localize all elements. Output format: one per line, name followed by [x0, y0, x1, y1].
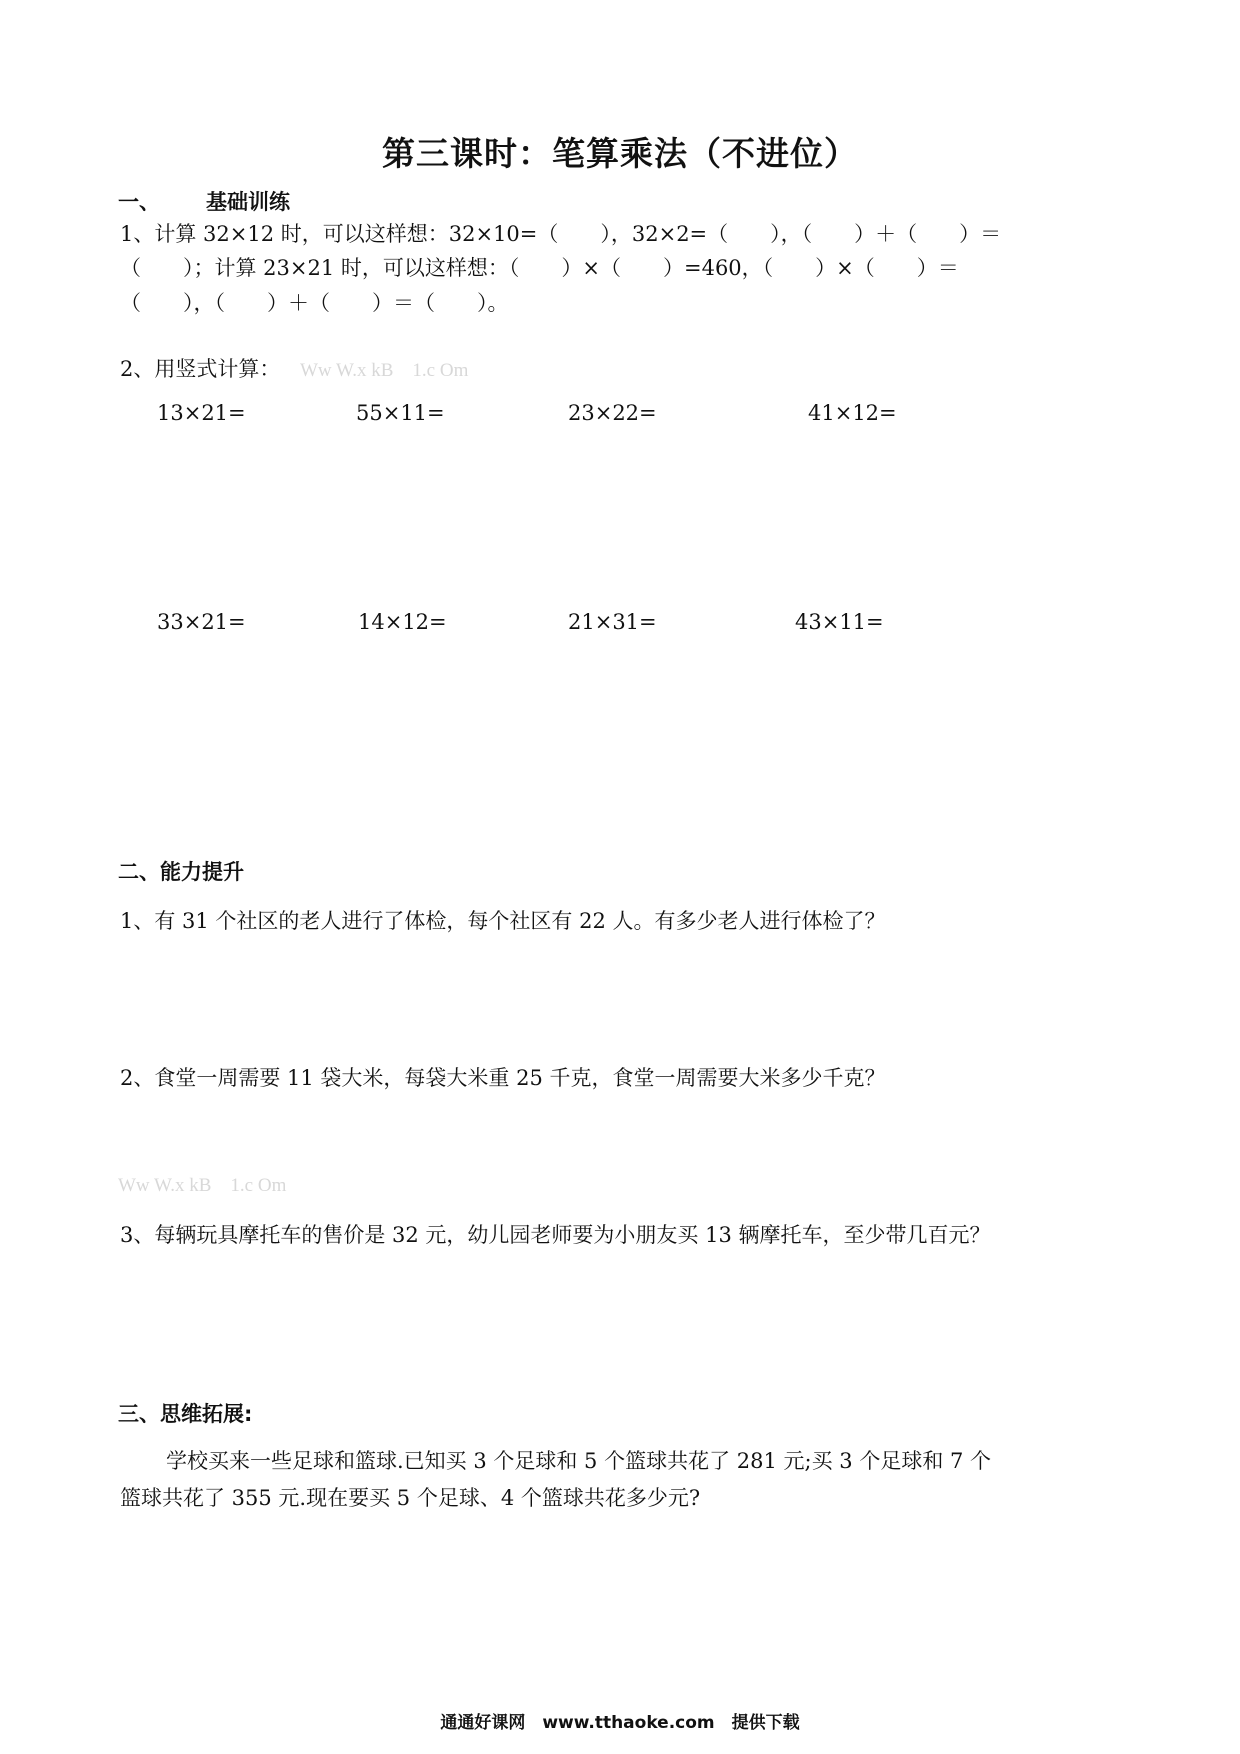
q1-line-3: （ ），（ ）＋（ ）＝（ ）。 — [120, 291, 509, 315]
watermark-text: Ww W.x kB 1.c Om — [300, 360, 469, 381]
q1-line-1: 1、计算 32×12 时，可以这样想：32×10=（ ），32×2=（ ），（ ）＋（ ）＝ — [120, 222, 1002, 246]
calc-item: 21×31= — [568, 610, 657, 634]
section3-heading: 三、思维拓展: — [118, 1402, 253, 1426]
calc-item: 41×12= — [808, 401, 897, 425]
section3-line-1: 学校买来一些足球和篮球.已知买 3 个足球和 5 个篮球共花了 281 元;买 3 个足球和 7 个 — [166, 1449, 992, 1473]
section3-line-2: 篮球共花了 355 元.现在要买 5 个足球、4 个篮球共花多少元? — [120, 1486, 701, 1510]
page-title: 第三课时：笔算乘法（不进位） — [382, 134, 858, 173]
footer-credit: 通通好课网 www.tthaoke.com 提供下载 — [440, 1713, 800, 1733]
section2-q2: 2、食堂一周需要 11 袋大米，每袋大米重 25 千克，食堂一周需要大米多少千克？ — [120, 1066, 886, 1090]
section2-heading: 二、能力提升 — [118, 860, 244, 884]
q1-line-2: （ ）；计算 23×21 时，可以这样想：（ ）×（ ）=460，（ ）×（ ）＝ — [120, 256, 959, 280]
calc-item: 33×21= — [157, 610, 246, 634]
section2-q3: 3、每辆玩具摩托车的售价是 32 元，幼儿园老师要为小朋友买 13 辆摩托车，至少带几百元？ — [120, 1223, 991, 1247]
section1-heading: 基础训练 — [206, 190, 290, 214]
calc-item: 13×21= — [157, 401, 246, 425]
section1-number: 一、 — [118, 190, 160, 214]
calc-item: 55×11= — [356, 401, 445, 425]
calc-item: 14×12= — [358, 610, 447, 634]
calc-item: 23×22= — [568, 401, 657, 425]
calc-item: 43×11= — [795, 610, 884, 634]
watermark-text: Ww W.x kB 1.c Om — [118, 1175, 287, 1196]
section2-q1: 1、有 31 个社区的老人进行了体检，每个社区有 22 人。有多少老人进行体检了？ — [120, 909, 886, 933]
q2-label: 2、用竖式计算： — [120, 357, 281, 381]
